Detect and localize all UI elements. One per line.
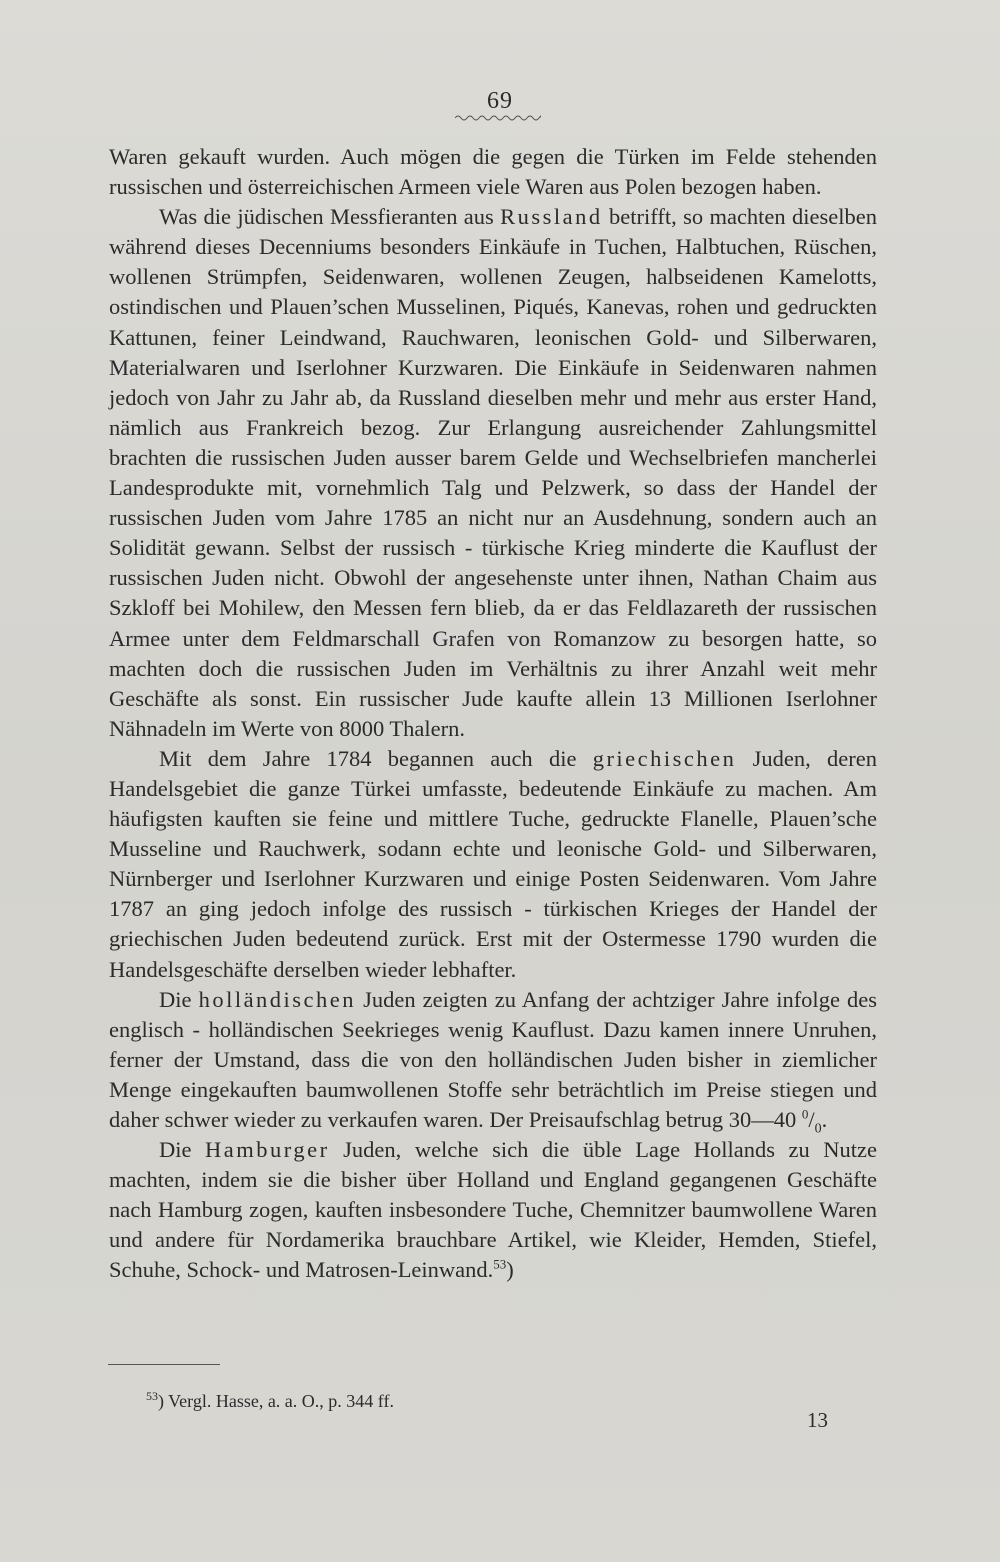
- text-run: Mit dem Jahre 1784 begannen auch die: [159, 745, 593, 771]
- wavy-rule-ornament: [455, 114, 541, 122]
- paragraph: [109, 202, 877, 744]
- emphasized-term: holländischen: [198, 986, 357, 1012]
- text-run: ): [506, 1257, 514, 1283]
- text-run: Die: [159, 1137, 206, 1163]
- paragraph: [109, 142, 877, 202]
- text-run: .: [821, 1107, 828, 1132]
- text-run: Die: [159, 986, 199, 1012]
- superscript: 53: [493, 1256, 507, 1272]
- text-run: Juden zeigten zu Anfang der achtziger Jahre infolge des englisch - holländischen Seekrieges wenig Kauflust. Dazu kamen innere Unruhen, ferner der Umstand, dass die von den holländischen Juden bisher in ziemlicher Menge eingekauften baumwollenen Stoffe sehr beträchtlich im Preise stiegen und daher schwer wieder zu verkaufen waren. Der Preisaufschlag betrug 30—40: [109, 986, 877, 1132]
- text-run: betrifft, so machten dieselben während dieses Decenniums besonders Einkäufe in Tuchen, Halbtuchen, Rüschen, wollenen Strümpfen, Seidenwaren, wollenen Zeugen, halbseidenen Kamelotts, ostindischen und Plauen’schen Musselinen, Piqués, Kanevas, rohen und gedruckten Kattunen, feiner Leindwand, Rauchwaren, leonischen Gold- und Silberwaren, Materialwaren und Iserlohner Kurzwaren. Die Einkäufe in Seidenwaren nahmen jedoch von Jahr zu Jahr ab, da Russland dieselben mehr und mehr aus erster Hand, nämlich aus Frankreich bezog. Zur Erlangung ausreichender Zahlungsmittel brachten die russischen Juden ausser barem Gelde und Wechselbriefen mancherlei Landesprodukte mit, vornehmlich Talg und Pelzwerk, so dass der Handel der russischen Juden vom Jahre 1785 an nicht nur an Ausdehnung, sondern auch an Solidität gewann. Selbst der russisch - türkische Krieg minderte die Kauflust der russischen Juden nicht. Obwohl der angesehenste unter ihnen, Nathan Chaim aus Szkloff bei Mohilew, den Messen fern blieb, da er das Feldlazareth der russischen Armee unter dem Feldmarschall Grafen von Romanzow zu besorgen hatte, so machten doch die russischen Juden im Verhältnis zu ihrer Anzahl weit mehr Geschäfte als sonst. Ein russischer Jude kaufte allein 13 Millionen Iserlohner Nähnadeln im Werte von 8000 Thalern.: [109, 204, 877, 741]
- signature-mark: 13: [807, 1408, 828, 1432]
- emphasized-term: Hamburger: [205, 1137, 330, 1163]
- subscript: 0: [814, 1121, 822, 1137]
- footnote-text: ) Vergl. Hasse, a. a. O., p. 344 ff.: [158, 1391, 394, 1411]
- footnote: [146, 1389, 394, 1413]
- text-run: Juden, welche sich die üble Lage Hollands zu Nutze machten, indem sie die bisher über Holland und England gegangenen Geschäfte nach Hamburg zogen, kauften insbesondere Tuche, Chemnitzer baumwollene Waren und andere für Nordamerika brauchbare Artikel, wie Kleider, Hemden, Stiefel, Schuhe, Schock- und Matrosen-Leinwand.: [109, 1137, 877, 1283]
- emphasized-term: griechischen: [592, 745, 737, 771]
- paragraph: [109, 985, 877, 1135]
- text-run: Juden, deren Handelsgebiet die ganze Türkei umfasste, bedeutende Einkäufe zu machen. Am häufigsten kauften sie feine und mittlere Tuche, gedruckte Flanelle, Plauen’sche Musseline und Rauchwerk, sodann echte und leonische Gold- und Silberwaren, Nürnberger und Iserlohner Kurzwaren und einige Posten Seidenwaren. Vom Jahre 1787 an ging jedoch infolge des russisch - türkischen Krieges der Handel der griechischen Juden bedeutend zurück. Erst mit der Ostermesse 1790 wurden die Handelsgeschäfte derselben wieder lebhafter.: [109, 745, 877, 982]
- footnote-marker: 53: [146, 1389, 158, 1403]
- page-number: 69: [487, 88, 513, 114]
- paragraph: [109, 1135, 877, 1285]
- body-text: [109, 142, 877, 1286]
- superscript: 0: [801, 1106, 809, 1122]
- text-run: /: [808, 1107, 815, 1132]
- footnote-divider: [108, 1364, 220, 1365]
- emphasized-term: Russland: [500, 204, 603, 230]
- text-run: Was die jüdischen Messfieranten aus: [159, 204, 501, 230]
- paragraph: [109, 744, 877, 985]
- text-run: Waren gekauft wurden. Auch mögen die gegen die Türken im Felde stehenden russischen und österreichischen Armeen viele Waren aus Polen bezogen haben.: [109, 144, 877, 200]
